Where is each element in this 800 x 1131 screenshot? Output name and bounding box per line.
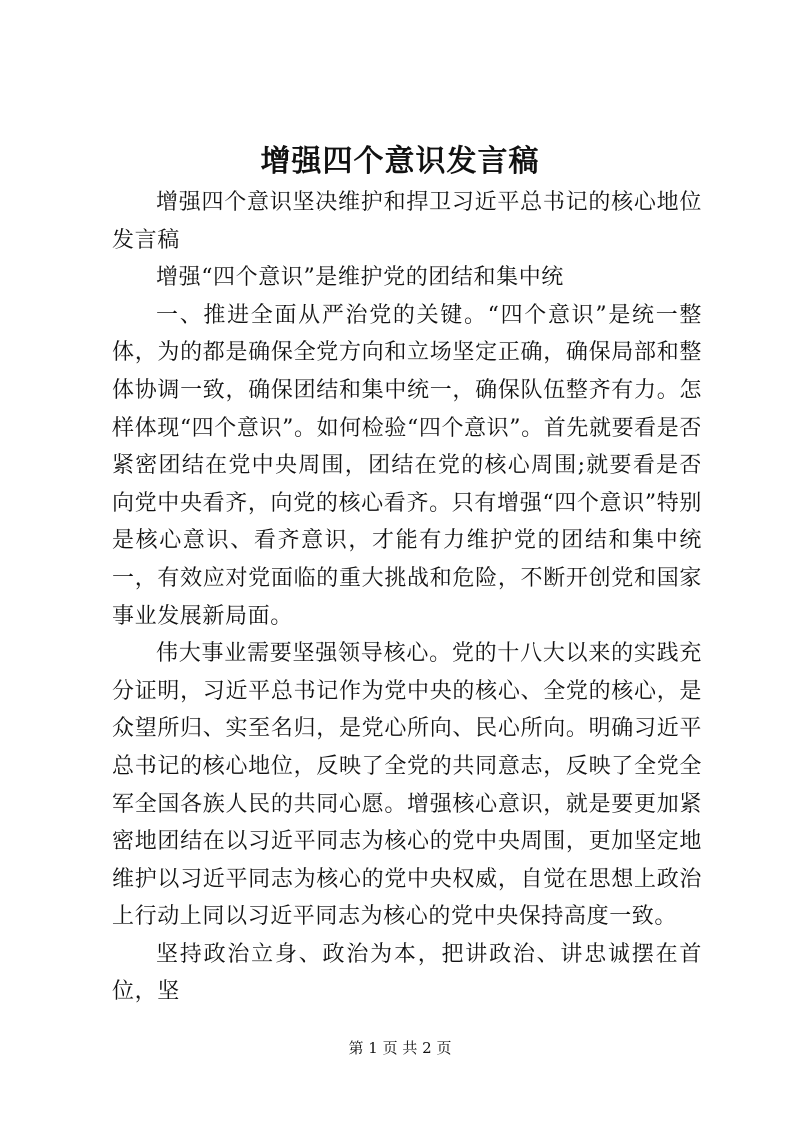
paragraph-intro: 增强“四个意识”是维护党的团结和集中统 <box>156 265 564 291</box>
page-number-footer: 第 1 页 共 2 页 <box>348 1039 452 1057</box>
document-title: 增强四个意识发言稿 <box>260 144 540 179</box>
paragraph-subtitle: 增强四个意识坚决维护和捍卫习近平总书记的核心地位发言稿 <box>112 190 702 253</box>
paragraph-two: 伟大事业需要坚强领导核心。党的十八大以来的实践充分证明，习近平总书记作为党中央的核心、全党的核心，是众望所归、实至名归，是党心所向、民心所向。明确习近平总书记的核心地位，反映了全党的共同意志，反映了全党全军全国各族人民的共同心愿。增强核心意识，就是要更加紧密地团结在以习近平同志为核心的党中央周围，更加坚定地维护以习近平同志为核心的党中央权威，自觉在思想上政治上行动上同以习近平同志为核心的党中央保持高度一致。 <box>112 641 702 930</box>
document-body <box>112 184 702 1011</box>
paragraph-one: 一、推进全面从严治党的关键。“四个意识”是统一整体，为的都是确保全党方向和立场坚定正确，确保局部和整体协调一致，确保团结和集中统一，确保队伍整齐有力。怎样体现“四个意识”。如何检验“四个意识”。首先就要看是否紧密团结在党中央周围，团结在党的核心周围;就要看是否向党中央看齐，向党的核心看齐。只有增强“四个意识”特别是核心意识、看齐意识，才能有力维护党的团结和集中统一，有效应对党面临的重大挑战和危险，不断开创党和国家事业发展新局面。 <box>112 302 702 629</box>
paragraph-three: 坚持政治立身、政治为本，把讲政治、讲忠诚摆在首位，坚 <box>112 941 702 1005</box>
